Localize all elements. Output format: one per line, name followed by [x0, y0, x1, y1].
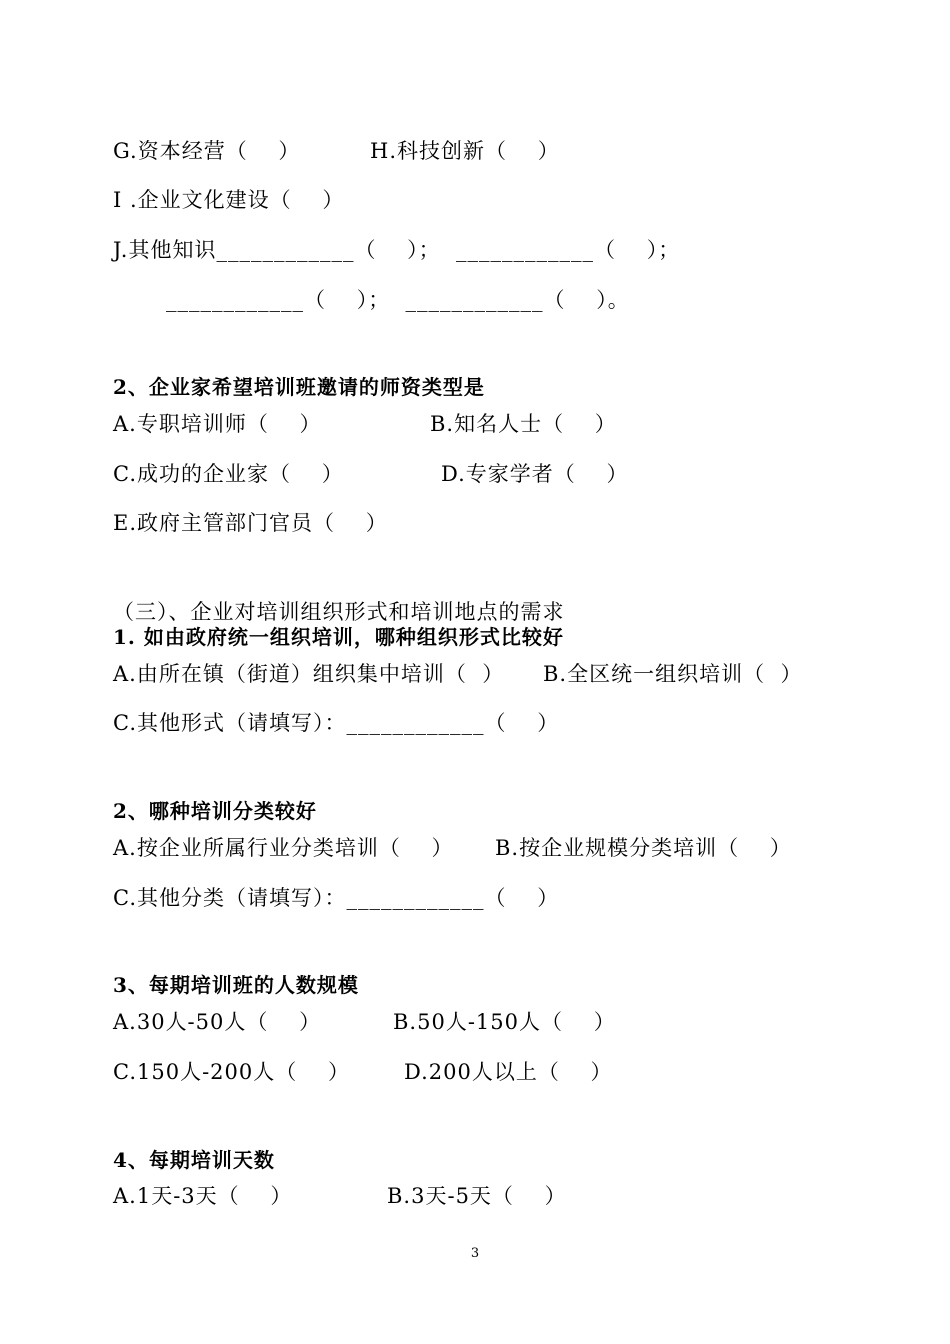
size-option-c: C.150人-200人（ ） — [113, 1060, 350, 1084]
teacher-option-a: A.专职培训师（ ） — [113, 412, 322, 436]
option-j-line-1: J.其他知识____________（ ）； ____________（ ）； — [113, 238, 681, 262]
question-class-size: 3、每期培训班的人数规模 — [113, 973, 359, 997]
class-option-c: C.其他分类（请填写）：____________（ ） — [113, 886, 560, 910]
question-teacher-type: 2、企业家希望培训班邀请的师资类型是 — [113, 375, 485, 399]
days-option-b: B.3天-5天（ ） — [387, 1184, 567, 1208]
teacher-option-d: D.专家学者（ ） — [441, 462, 629, 486]
class-option-a: A.按企业所属行业分类培训（ ） — [113, 836, 454, 860]
option-g: G.资本经营（ ） — [113, 139, 301, 163]
org-option-a: A.由所在镇（街道）组织集中培训（ ） — [113, 662, 505, 686]
option-h: H.科技创新（ ） — [370, 139, 560, 163]
question-classification: 2、哪种培训分类较好 — [113, 799, 317, 823]
org-option-b: B.全区统一组织培训（ ） — [543, 662, 803, 686]
teacher-option-c: C.成功的企业家（ ） — [113, 462, 344, 486]
question-training-days: 4、每期培训天数 — [113, 1148, 275, 1172]
option-i: I .企业文化建设（ ） — [113, 188, 345, 212]
days-option-a: A.1天-3天（ ） — [113, 1184, 293, 1208]
page-number: 3 — [470, 1246, 480, 1261]
class-option-b: B.按企业规模分类培训（ ） — [495, 836, 792, 860]
option-j-line-2: ____________（ ）； ____________（ ）。 — [166, 288, 630, 312]
teacher-option-e: E.政府主管部门官员（ ） — [113, 511, 388, 535]
size-option-d: D.200人以上（ ） — [404, 1060, 613, 1084]
size-option-b: B.50人-150人（ ） — [393, 1010, 616, 1034]
question-organization-form: 1. 如由政府统一组织培训，哪种组织形式比较好 — [113, 625, 564, 649]
org-option-c: C.其他形式（请填写）：____________（ ） — [113, 711, 560, 735]
size-option-a: A.30人-50人（ ） — [113, 1010, 322, 1034]
section-3-heading: （三）、企业对培训组织形式和培训地点的需求 — [113, 600, 565, 624]
teacher-option-b: B.知名人士（ ） — [430, 412, 617, 436]
